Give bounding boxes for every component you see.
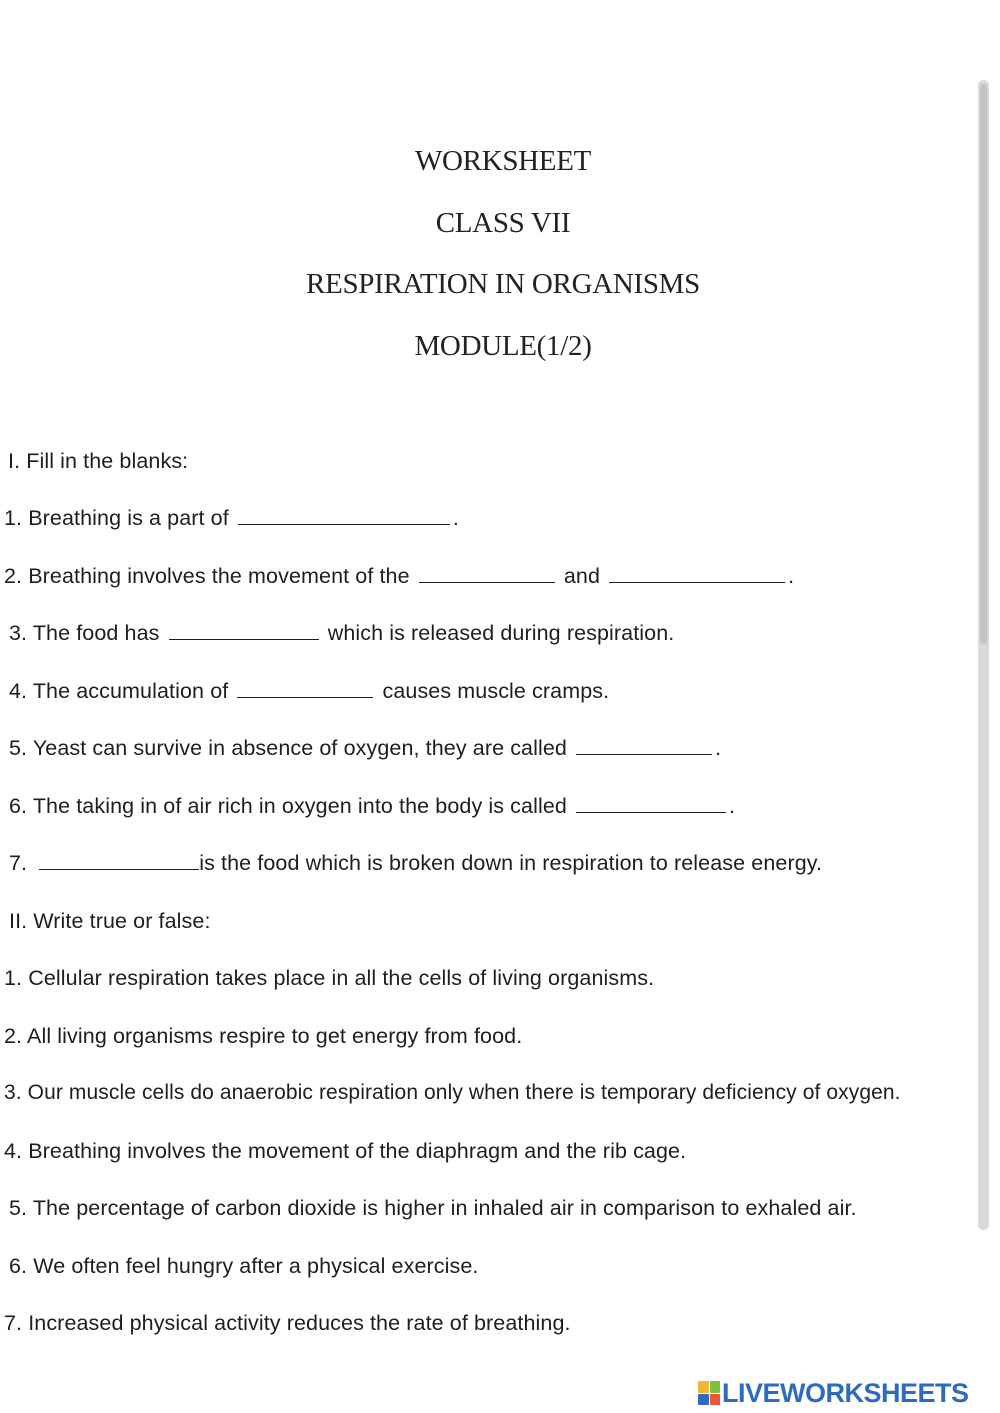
q4-blank[interactable] [237, 679, 373, 698]
q3-suffix: which is released during respiration. [327, 621, 675, 645]
q2-suffix: . [788, 564, 795, 588]
tf-statement-4: 4. Breathing involves the movement of the diaphragm and the rib cage. [4, 1139, 687, 1163]
logo-square-4 [710, 1394, 721, 1406]
q2-text: 2. Breathing involves the movement of the [4, 564, 410, 588]
liveworksheets-logo-icon [698, 1381, 720, 1405]
tf-statement-1: 1. Cellular respiration takes place in all the cells of living organisms. [4, 966, 655, 990]
class-label: CLASS VII [435, 207, 571, 239]
q7-blank[interactable] [39, 851, 199, 870]
q7-suffix: is the food which is broken down in respiration to release energy. [199, 851, 823, 875]
q2-blank-1[interactable] [419, 564, 555, 583]
fill-question-3 [9, 621, 674, 646]
q3-blank[interactable] [169, 621, 319, 640]
logo-square-3 [698, 1394, 709, 1406]
section1-heading: I. Fill in the blanks: [8, 449, 189, 473]
q1-blank[interactable] [238, 506, 450, 525]
q6-text: 6. The taking in of air rich in oxygen into the body is called [9, 794, 567, 818]
q4-text: 4. The accumulation of [9, 679, 229, 703]
fill-question-5 [9, 736, 721, 761]
q5-text: 5. Yeast can survive in absence of oxygen, they are called [9, 736, 567, 760]
q6-blank[interactable] [576, 794, 726, 813]
q3-text: 3. The food has [9, 621, 160, 645]
q7-text: 7. [9, 851, 28, 875]
fill-question-1 [4, 506, 459, 531]
tf-statement-3: 3. Our muscle cells do anaerobic respiration only when there is temporary deficiency of oxygen. [4, 1081, 901, 1104]
liveworksheets-logo-text: LIVEWORKSHEETS [722, 1377, 969, 1408]
tf-statement-5: 5. The percentage of carbon dioxide is higher in inhaled air in comparison to exhaled air. [9, 1196, 857, 1220]
fill-question-4 [9, 679, 609, 704]
q2-blank-2[interactable] [609, 564, 785, 583]
q5-blank[interactable] [576, 736, 712, 755]
logo-square-1 [698, 1381, 709, 1393]
fill-question-7 [9, 851, 822, 876]
scrollbar-thumb[interactable] [980, 84, 987, 644]
tf-statement-6: 6. We often feel hungry after a physical exercise. [9, 1254, 479, 1278]
q4-suffix: causes muscle cramps. [382, 679, 610, 703]
module-label: MODULE(1/2) [414, 330, 592, 362]
q6-suffix: . [729, 794, 736, 818]
fill-question-6 [9, 794, 735, 819]
section2-heading: II. Write true or false: [9, 909, 211, 933]
q2-middle: and [563, 564, 600, 588]
q5-suffix: . [715, 736, 722, 760]
q1-text: 1. Breathing is a part of [4, 506, 229, 530]
liveworksheets-logo [698, 1378, 969, 1408]
tf-statement-2: 2. All living organisms respire to get energy from food. [4, 1024, 523, 1048]
tf-statement-7: 7. Increased physical activity reduces the rate of breathing. [4, 1311, 571, 1335]
topic-title: RESPIRATION IN ORGANISMS [305, 268, 700, 300]
q1-suffix: . [452, 506, 459, 530]
worksheet-title: WORKSHEET [414, 145, 592, 177]
logo-square-2 [710, 1381, 721, 1393]
fill-question-2 [4, 564, 794, 589]
vertical-scrollbar[interactable] [978, 80, 989, 1230]
